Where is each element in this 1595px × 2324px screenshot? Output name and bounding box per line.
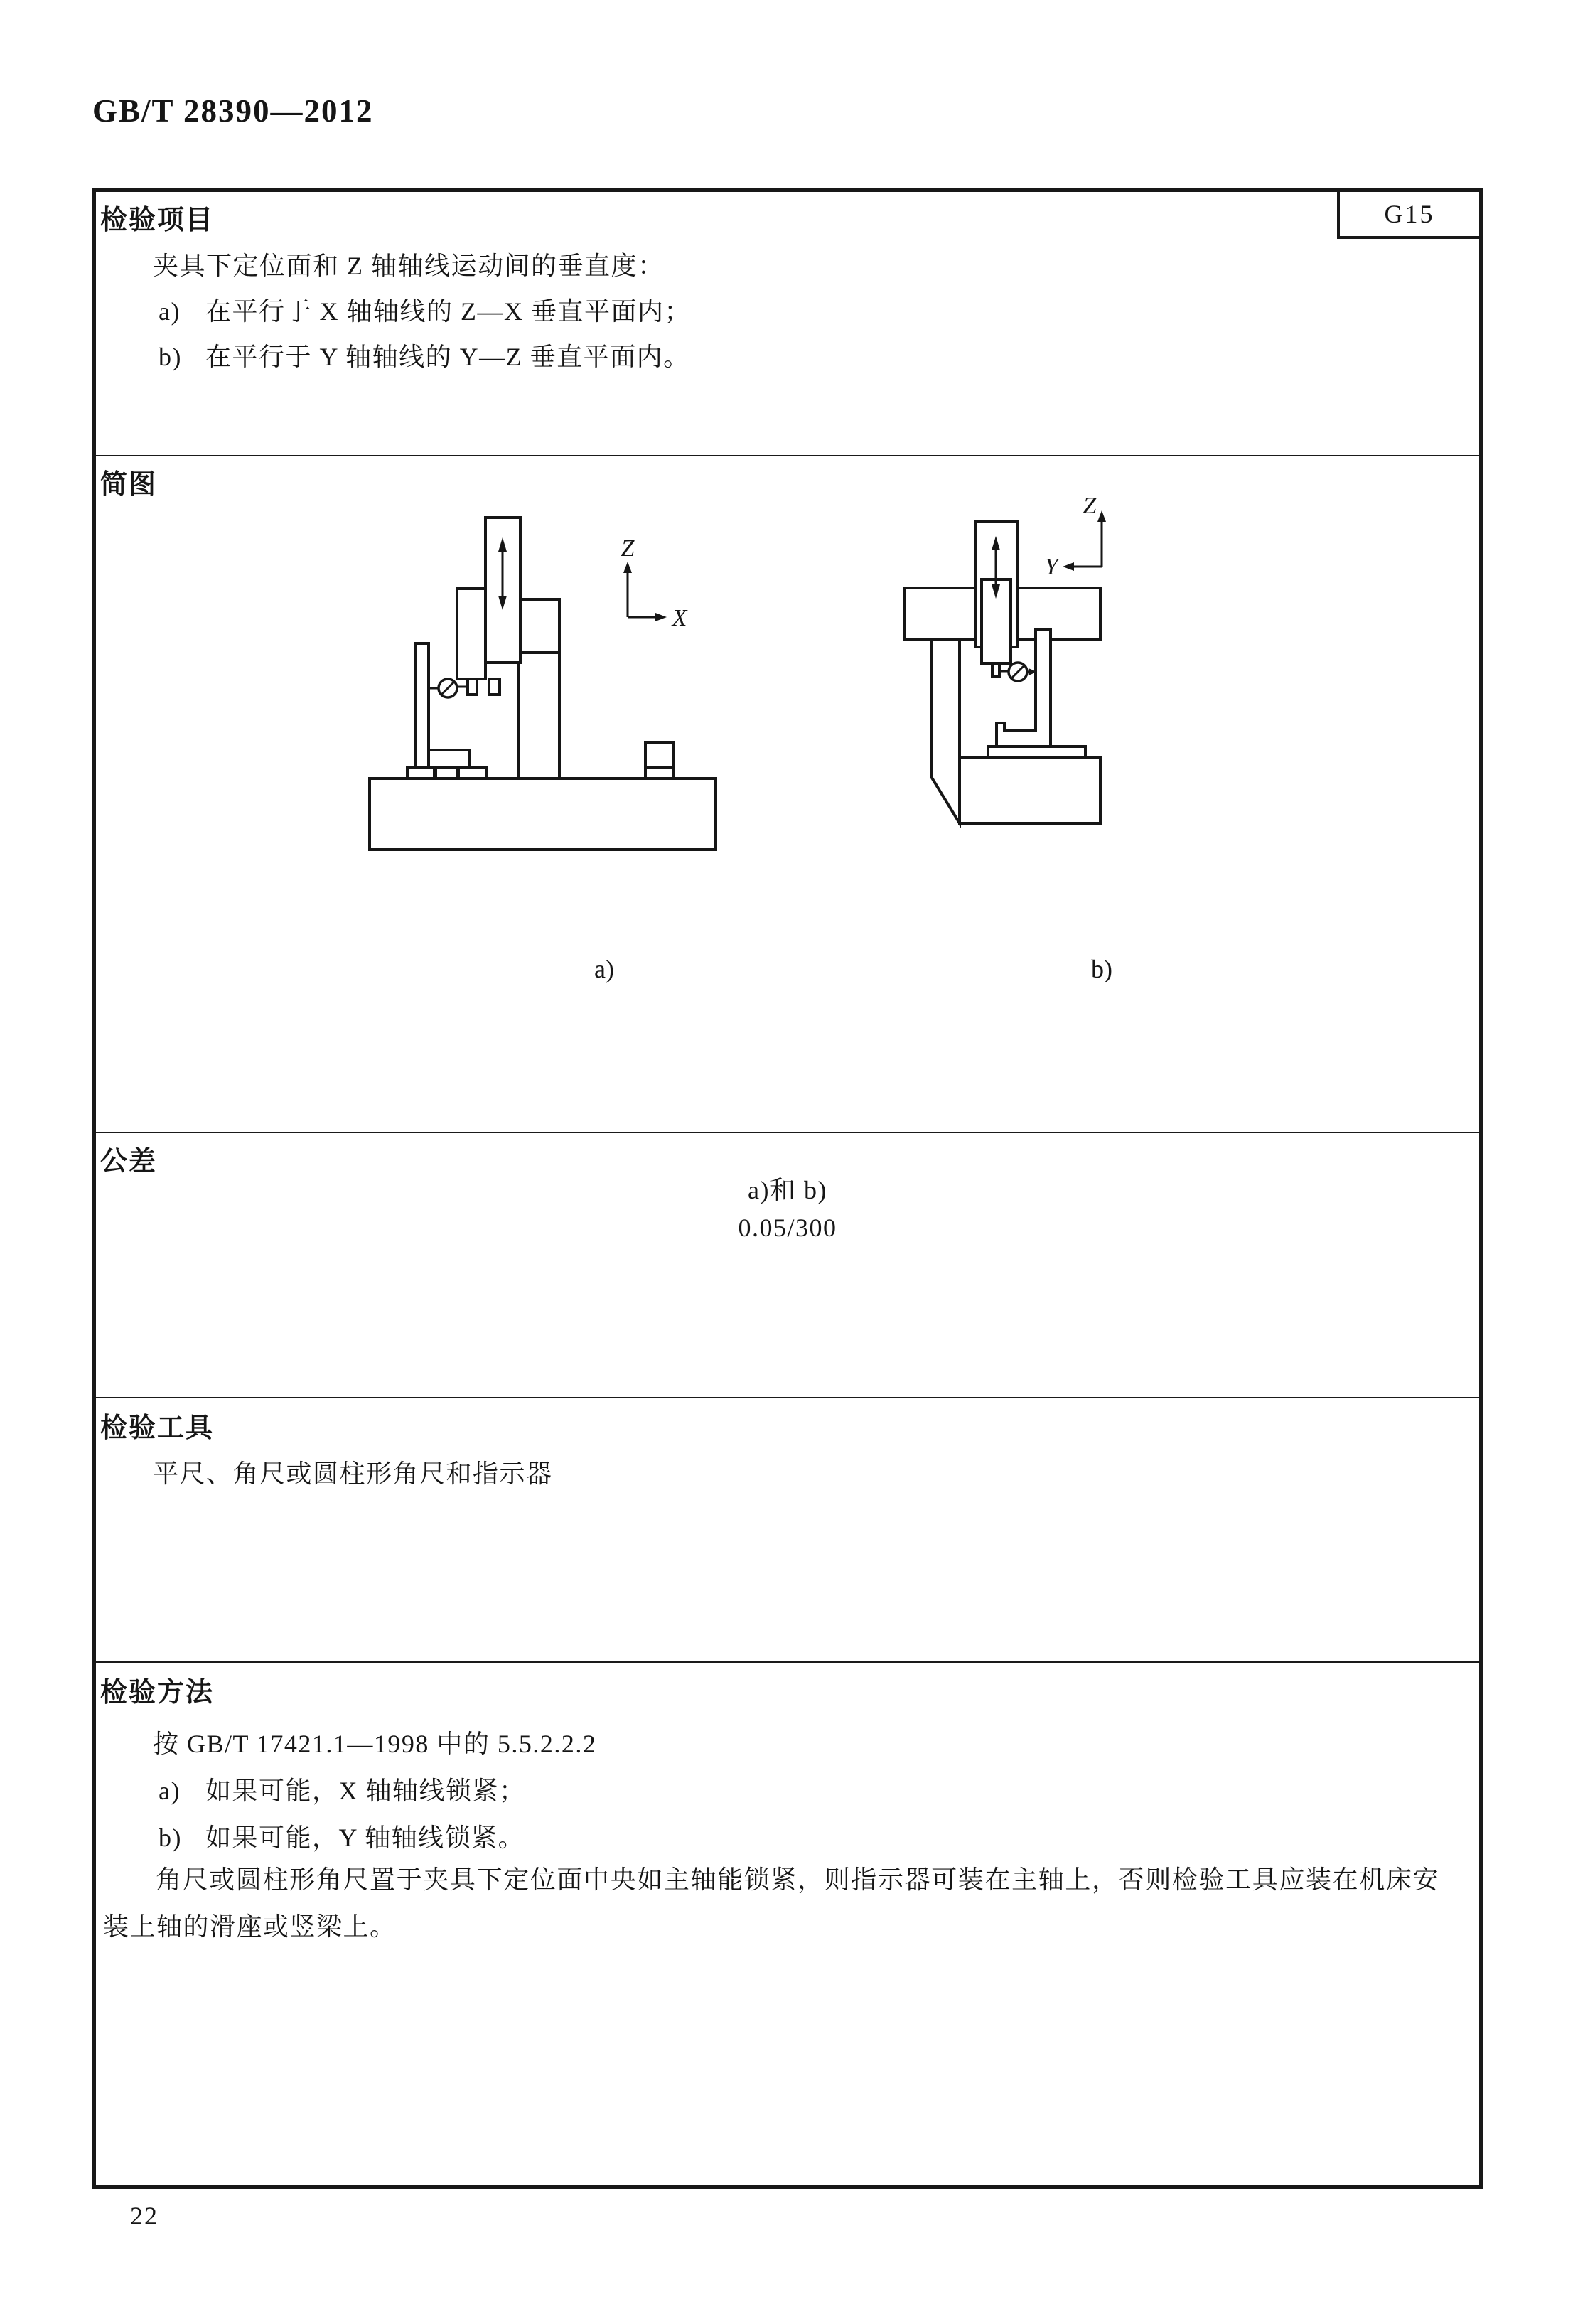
indicator-clamp-b [992, 663, 999, 677]
item-b-text: 在平行于 Y 轴轴线的 Y—Z 垂直平面内。 [205, 343, 690, 371]
method-paragraph: 角尺或圆柱形角尺置于夹具下定位面中央如主轴能锁紧，则指示器可装在主轴上，否则检验工具应装在机床安装上轴的滑座或竖梁上。 [103, 1865, 1439, 1941]
tolerance-applies-to: a)和 b) [748, 1176, 827, 1204]
item-a-label: a) [159, 297, 181, 326]
square-foot-a [429, 750, 469, 768]
section-method [96, 1661, 1479, 2185]
z-axis-label-b: Z [1083, 493, 1097, 519]
method-a-text: 如果可能，X 轴轴线锁紧； [205, 1777, 526, 1805]
indicator-clamp-a [489, 679, 500, 695]
section-title-tools: 检验工具 [100, 1413, 215, 1443]
y-axis-label-b: Y [1044, 554, 1058, 580]
machine-base-b [960, 757, 1100, 823]
section-title-tolerance: 公差 [100, 1147, 158, 1177]
section-tools [96, 1397, 1479, 1661]
item-b-label: b) [159, 343, 182, 371]
page-number: 22 [130, 2202, 159, 2230]
section-title-method: 检验方法 [100, 1678, 215, 1708]
inspection-item-intro: 夹具下定位面和 Z 轴轴线运动间的垂直度： [153, 252, 665, 280]
tolerance-value: 0.05/300 [738, 1214, 837, 1242]
method-a-label: a) [159, 1777, 181, 1805]
tools-text: 平尺、角尺或圆柱形角尺和指示器 [153, 1460, 553, 1488]
figure-b-label: b) [1091, 955, 1112, 983]
machine-column-b [931, 640, 960, 823]
spindle-head-a [457, 589, 485, 679]
square-blade-a [415, 643, 429, 768]
figure-a-label: a) [594, 955, 614, 983]
method-reference: 按 GB/T 17421.1—1998 中的 5.5.2.2.2 [153, 1730, 597, 1758]
section-diagram [96, 455, 1479, 1132]
item-a-text: 在平行于 X 轴轴线的 Z—X 垂直平面内； [205, 297, 691, 326]
inspection-item-a [159, 291, 691, 328]
figure-b-machine-diagram [888, 483, 1429, 924]
machine-column-a [519, 599, 559, 778]
machine-base-a [370, 778, 716, 850]
method-item-a [159, 1771, 526, 1807]
block-on-table [645, 743, 674, 768]
method-b-text: 如果可能，Y 轴轴线锁紧。 [205, 1824, 525, 1852]
method-item-b [159, 1818, 525, 1854]
inspection-item-b [159, 337, 690, 373]
item-code: G15 [1384, 200, 1435, 228]
section-inspection-item [96, 192, 1479, 455]
figure-a-machine-diagram [355, 498, 896, 910]
section-title-diagram: 简图 [100, 470, 158, 500]
z-axis-label-a: Z [621, 535, 635, 562]
x-axis-label-a: X [672, 605, 687, 631]
base-platform-b [988, 746, 1085, 757]
document-number: GB/T 28390—2012 [92, 93, 374, 129]
inspection-card-table [92, 188, 1483, 2189]
section-title-inspection-item: 检验项目 [100, 205, 215, 235]
method-b-label: b) [159, 1824, 182, 1852]
section-tolerance [96, 1132, 1479, 1397]
